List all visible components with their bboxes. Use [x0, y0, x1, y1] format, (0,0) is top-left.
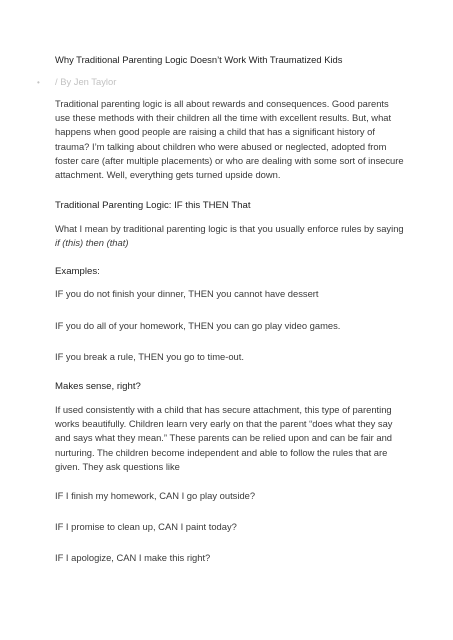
- author-link[interactable]: / By Jen Taylor: [55, 76, 117, 87]
- question-line: IF I finish my homework, CAN I go play outside?: [55, 490, 256, 501]
- example-line: IF you do all of your homework, THEN you can go play video games.: [55, 320, 341, 331]
- example-line: IF you do not finish your dinner, THEN you cannot have dessert: [55, 288, 319, 299]
- section-heading: Traditional Parenting Logic: IF this THEN That: [55, 200, 251, 211]
- bullet-icon: •: [37, 78, 40, 87]
- makes-sense-heading: Makes sense, right?: [55, 381, 141, 392]
- example-line: IF you break a rule, THEN you go to time-out.: [55, 351, 244, 362]
- intro-paragraph: Traditional parenting logic is all about rewards and consequences. Good parents use these methods with their children all the time with excellent results. But, what happens when good people are raising a child that has a significant history of trauma? I’m talking about children who were abused or neglected, adopted from foster care (after multiple placements) or who are dealing with some sort of insecure attachment. Well, everything gets turned upside down.: [55, 98, 404, 181]
- meaning-text: What I mean by traditional parenting logic is that you usually enforce rules by saying: [55, 223, 404, 234]
- byline: [37, 76, 116, 87]
- examples-heading: Examples:: [55, 266, 100, 277]
- secure-paragraph: If used consistently with a child that has secure attachment, this type of parenting works beautifully. Children learn very early on that the parent “does what they say and says what they mean.” These parents can be relied upon and can be fair and nurturing. The children become independent and able to follow the rules that are given. They ask questions like: [55, 404, 393, 472]
- meaning-italic: if (this) then (that): [55, 237, 129, 249]
- question-line: IF I promise to clean up, CAN I paint today?: [55, 521, 237, 532]
- question-line: IF I apologize, CAN I make this right?: [55, 552, 211, 563]
- meaning-paragraph: [55, 222, 405, 250]
- article-title: Why Traditional Parenting Logic Doesn’t Work With Traumatized Kids: [55, 54, 343, 65]
